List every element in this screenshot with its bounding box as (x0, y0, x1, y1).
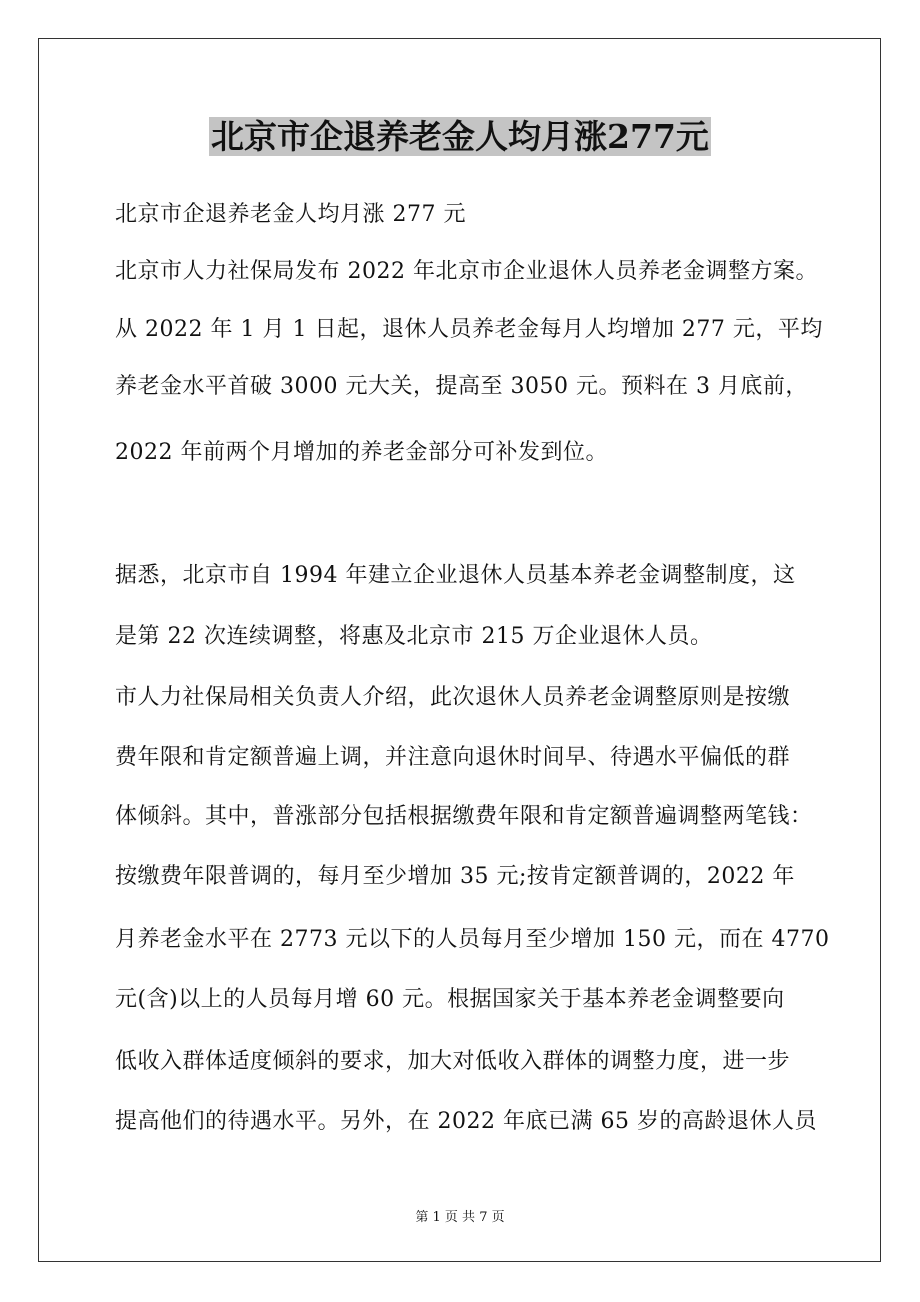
paragraph-line: 据悉，北京市自 1994 年建立企业退休人员基本养老金调整制度，这 (115, 563, 796, 588)
paragraph-line: 2022 年前两个月增加的养老金部分可补发到位。 (115, 440, 608, 465)
paragraph-line: 按缴费年限普调的，每月至少增加 35 元;按肯定额普调的，2022 年 (115, 864, 795, 889)
title-text: 北京市企退养老金人均月涨277元 (211, 117, 709, 156)
paragraph-line: 低收入群体适度倾斜的要求，加大对低收入群体的调整力度，进一步 (115, 1049, 791, 1074)
paragraph-line: 提高他们的待遇水平。另外，在 2022 年底已满 65 岁的高龄退休人员 (115, 1109, 817, 1134)
document-title (0, 114, 920, 160)
paragraph-line: 是第 22 次连续调整，将惠及北京市 215 万企业退休人员。 (115, 624, 713, 649)
paragraph-line: 市人力社保局相关负责人介绍，此次退休人员养老金调整原则是按缴 (115, 685, 791, 710)
paragraph-line: 北京市人力社保局发布 2022 年北京市企业退休人员养老金调整方案。 (115, 259, 818, 284)
paragraph-line: 月养老金水平在 2773 元以下的人员每月至少增加 150 元，而在 4770 (115, 927, 830, 952)
paragraph-line: 从 2022 年 1 月 1 日起，退休人员养老金每月人均增加 277 元，平均 (115, 317, 823, 342)
paragraph-line: 元(含)以上的人员每月增 60 元。根据国家关于基本养老金调整要向 (115, 987, 785, 1012)
paragraph-line: 北京市企退养老金人均月涨 277 元 (115, 202, 466, 227)
paragraph-line: 体倾斜。其中，普涨部分包括根据缴费年限和肯定额普遍调整两笔钱： (115, 804, 813, 829)
paragraph-line: 养老金水平首破 3000 元大关，提高至 3050 元。预料在 3 月底前， (115, 374, 808, 399)
paragraph-line: 费年限和肯定额普遍上调，并注意向退休时间早、待遇水平偏低的群 (115, 745, 791, 770)
page-number: 第 1 页 共 7 页 (415, 1210, 505, 1225)
